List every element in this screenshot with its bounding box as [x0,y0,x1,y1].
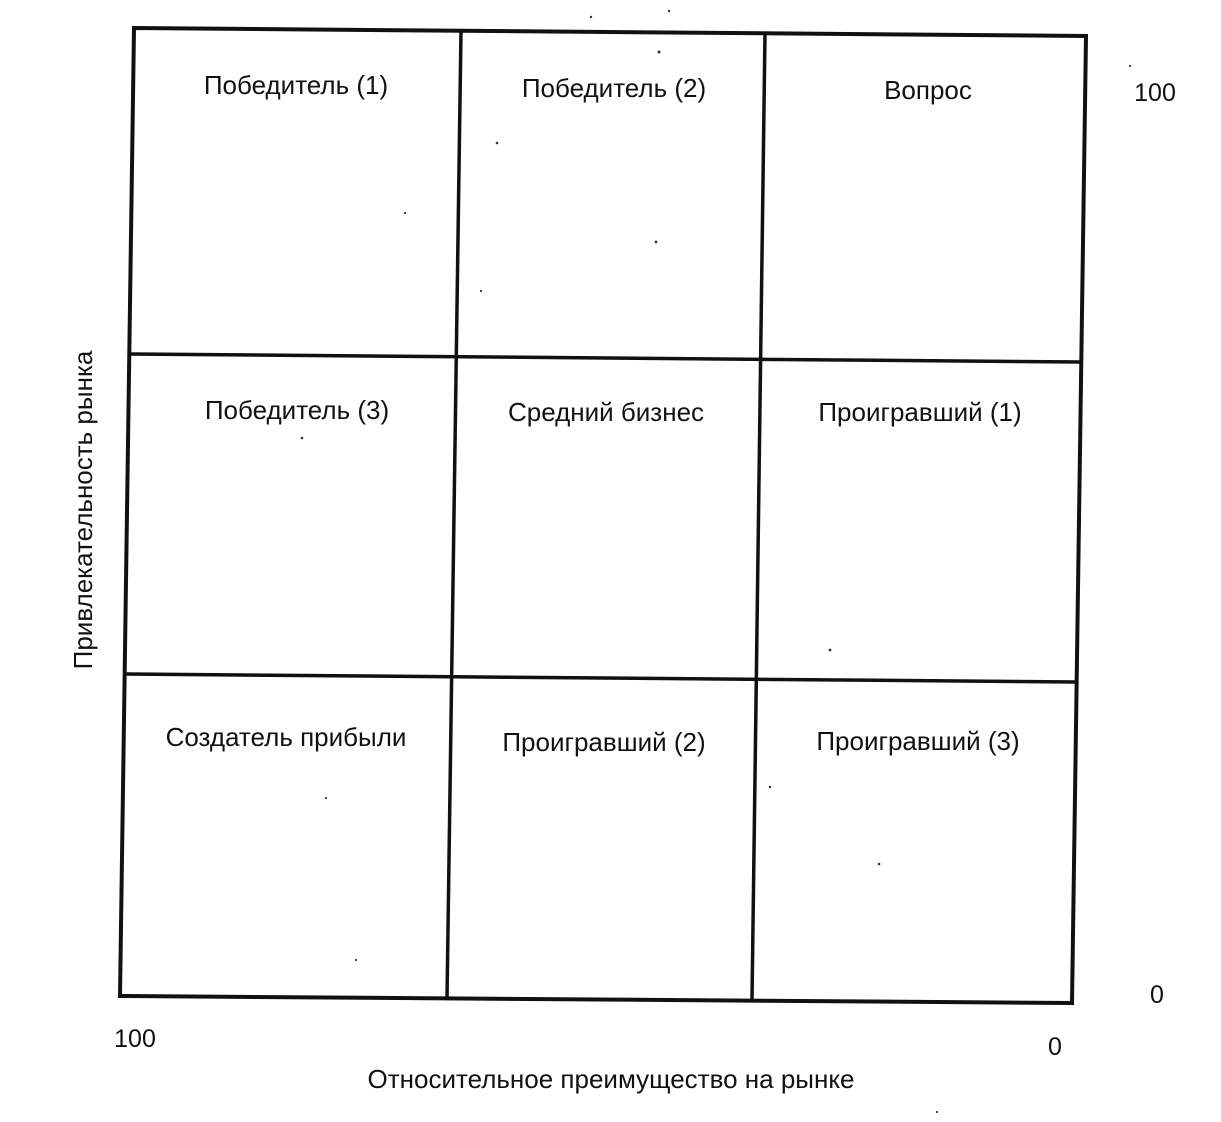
cell-winner-1: Победитель (1) [203,70,389,100]
cell-loser-3: Проигравший (3) [816,726,1020,756]
x-axis-left-label: 100 [114,1025,156,1053]
x-axis-right-label: 0 [1048,1033,1062,1061]
vertical-divider-1 [447,31,461,998]
vertical-divider-2 [752,33,765,1000]
cell-winner-3: Победитель (3) [204,395,390,425]
cell-average-business: Средний бизнес [507,397,705,427]
cell-loser-1: Проигравший (1) [818,397,1022,427]
cell-loser-2: Проигравший (2) [502,727,706,757]
horizontal-divider-2 [126,674,1076,682]
cell-question: Вопрос [884,75,972,105]
matrix-frame [120,28,1086,1003]
scan-noise [301,10,1131,1113]
cell-profit-producer: Создатель прибыли [165,722,407,752]
y-axis-min-label: 0 [1150,981,1164,1009]
cell-winner-2: Победитель (2) [521,73,707,103]
x-axis-title: Относительное преимущество на рынке [367,1064,855,1094]
horizontal-divider-1 [131,354,1081,362]
y-axis-title: Привлекательность рынка [68,350,98,670]
y-axis-max-label: 100 [1134,79,1176,107]
